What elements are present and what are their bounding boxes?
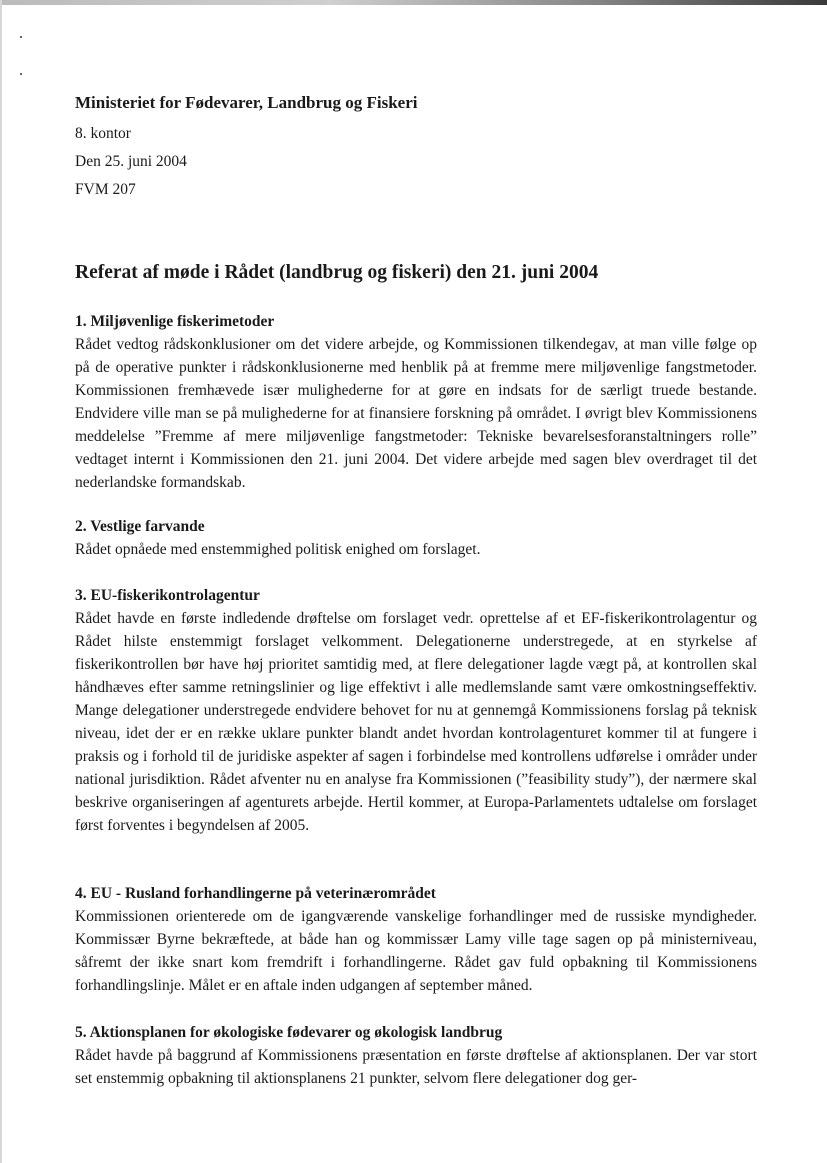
scan-speck <box>20 36 22 38</box>
section-heading: 3. EU-fiskerikontrolagentur <box>75 587 260 604</box>
letterhead <box>75 92 775 204</box>
section-5 <box>75 1021 757 1090</box>
office-line: 8. kontor <box>75 125 131 142</box>
section-3 <box>75 584 757 837</box>
ministry-name: Ministeriet for Fødevarer, Landbrug og Fiskeri <box>75 93 418 112</box>
section-heading: 4. EU - Rusland forhandlingerne på veterinærområdet <box>75 885 436 902</box>
section-heading: 1. Miljøvenlige fiskerimetoder <box>75 313 275 330</box>
section-body: Kommissionen orienterede om de igangværende vanskelige forhandlinger med de russiske myndigheder. Kommissær Byrne bekræftede, at både han og kommissær Lamy ville tage sagen op på ministerniveau, såfremt der ikke snart kom fremdrift i forhandlingerne. Rådet gav fuld opbakning til Kommissionens forhandlingslinje. Målet er en aftale inden udgangen af september måned. <box>75 908 757 994</box>
document-title: Referat af møde i Rådet (landbrug og fiskeri) den 21. juni 2004 <box>75 262 599 283</box>
reference-line: FVM 207 <box>75 181 136 198</box>
scan-top-edge <box>0 0 827 5</box>
scan-speck <box>20 73 22 75</box>
date-line: Den 25. juni 2004 <box>75 153 187 170</box>
section-2 <box>75 515 757 561</box>
section-body: Rådet havde en første indledende drøftelse om forslaget vedr. oprettelse af et EF-fiskerikontrolagentur og Rådet hilste enstemmigt forslaget velkomment. Delegationerne understregede, at en styrkelse af fiskerikontrollen bør have høj prioritet samtidig med, at flere delegationer lagde vægt på, at kontrollen skal håndhæves efter samme retningslinier og lige effektivt i alle medlemslande samt være omkostningseffektiv. Mange delegationer understregede endvidere behovet for nu at gennemgå Kommissionens forslag på teknisk niveau, idet der er en række uklare punkter blandt andet hvordan kontrolagenturet kommer til at fungere i praksis og i forhold til de juridiske aspekter af sagen i forbindelse med kontrollens udførelse i områder under national jurisdiktion. Rådet afventer nu en analyse fra Kommissionen (”feasibility study”), der nærmere skal beskrive organiseringen af agenturets arbejde. Hertil kommer, at Europa-Parlamentets udtalelse om forslaget først forventes i begyndelsen af 2005. <box>75 610 757 834</box>
section-4 <box>75 882 757 997</box>
scan-left-edge <box>0 0 2 1163</box>
section-heading: 5. Aktionsplanen for økologiske fødevarer og økologisk landbrug <box>75 1024 503 1041</box>
section-body: Rådet opnåede med enstemmighed politisk enighed om forslaget. <box>75 541 481 558</box>
section-body: Rådet vedtog rådskonklusioner om det videre arbejde, og Kommissionen tilkendegav, at man ville følge op på de operative punkter i rådskonklusionerne med henblik på at fremme mere miljøvenlige fangstmetoder. Kommissionen fremhævede især mulighederne for at gøre en indsats for de særligt truede bestande. Endvidere ville man se på mulighederne for at finansiere forskning på området. I øvrigt blev Kommissionens meddelelse ”Fremme af mere miljøvenlige fangstmetoder: Tekniske bevarelsesforanstaltningers rolle” vedtaget internt i Kommissionen den 21. juni 2004. Det videre arbejde med sagen blev overdraget til det nederlandske formandskab. <box>75 336 757 491</box>
section-body: Rådet havde på baggrund af Kommissionens præsentation en første drøftelse af aktionsplanen. Der var stort set enstemmig opbakning til aktionsplanens 21 punkter, selvom flere delegationer dog ger- <box>75 1047 757 1087</box>
section-1 <box>75 310 757 494</box>
section-heading: 2. Vestlige farvande <box>75 518 205 535</box>
